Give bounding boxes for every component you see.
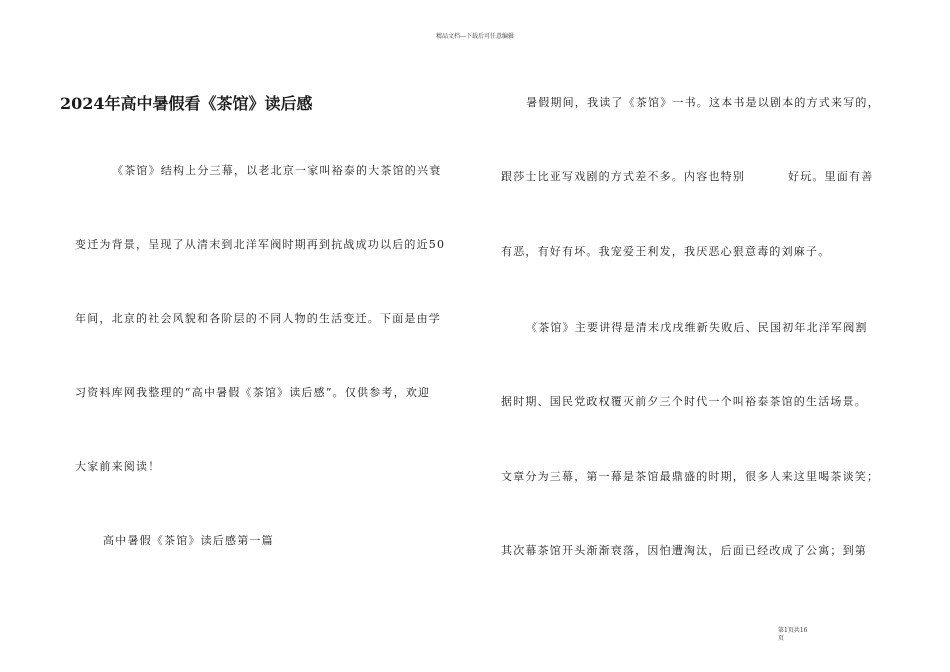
- page-title: 2024年高中暑假看《茶馆》读后感: [60, 94, 313, 113]
- paragraph-line: 好玩。里面有善: [788, 170, 874, 183]
- paragraph-line: 习资料库网我整理的“高中暑假《茶馆》读后感”。仅供参考，欢迎: [75, 386, 431, 399]
- paragraph-line: 其次幕茶馆开头渐渐衰落，因怕遭淘汰，后面已经改成了公寓；到第: [501, 544, 867, 557]
- paragraph-line: 有恶，有好有坏。我宠爱王利发，我厌恶心狠意毒的刘麻子。: [501, 245, 831, 258]
- paragraph-line: 年间，北京的社会风貌和各阶层的不同人物的生活变迁。下面是由学: [75, 312, 441, 325]
- paragraph-line: 变迁为背景，呈现了从清末到北洋军阀时期再到抗战成功以后的近50: [75, 238, 446, 251]
- paragraph-line: 文章分为三幕，第一幕是茶馆最鼎盛的时期，很多人来这里喝茶谈笑；: [501, 470, 880, 483]
- paragraph-line: 大家前来阅读！: [75, 460, 161, 473]
- paragraph-line: 据时期、国民党政权覆灭前夕三个时代一个叫裕泰茶馆的生活场景。: [501, 395, 867, 408]
- section-heading: 高中暑假《茶馆》读后感第一篇: [103, 534, 274, 547]
- paragraph-line: 跟莎士比亚写戏剧的方式差不多。内容也特别: [501, 170, 745, 183]
- page-number: [778, 627, 828, 643]
- page-number-suffix: 页: [778, 635, 785, 642]
- paragraph-line: 《茶馆》主要讲得是清末戊戌维新失败后、民国初年北洋军阀割: [526, 321, 868, 334]
- paragraph-line: 《茶馆》结构上分三幕，以老北京一家叫裕泰的大茶馆的兴衰: [112, 164, 442, 177]
- header-note: 精品文档---下载后可任意编辑: [435, 33, 515, 40]
- page-number-text: 第1页共16: [778, 627, 808, 634]
- paragraph-line: 暑假期间，我读了《茶馆》一书。这本书是以剧本的方式来写的，: [526, 96, 880, 109]
